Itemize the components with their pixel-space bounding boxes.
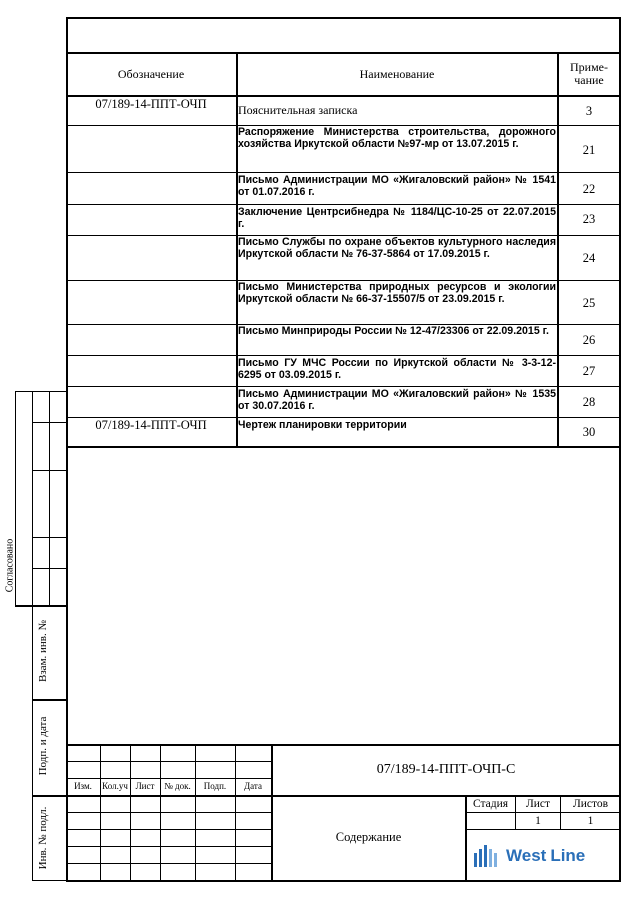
row-name: Письмо Министерства природных ресурсов и экологии Иркутской области № 66-37-15507/5 от 23.09.2015 г. xyxy=(238,281,556,305)
stamp-sheets-value: 1 xyxy=(587,814,594,827)
stamp-sheets-label: Листов xyxy=(572,797,609,810)
side-agreed-label: Согласовано xyxy=(4,538,16,593)
stamp-col-doc: № док. xyxy=(164,781,191,792)
row-code: 07/189-14-ППТ-ОЧП xyxy=(95,418,207,432)
stamp-sheet-label: Лист xyxy=(525,797,551,810)
westline-logo xyxy=(472,838,617,874)
row-note: 27 xyxy=(582,364,596,378)
row-name: Распоряжение Министерства строительства, дорожного хозяйства Иркутской области №97-мр от 13.07.2015 г. xyxy=(238,126,556,150)
logo-bars-icon xyxy=(472,841,502,871)
side-inv-orig-label: Инв. № подл. xyxy=(37,806,49,870)
stamp-col-sheet: Лист xyxy=(135,781,155,792)
stamp-col-count: Кол.уч xyxy=(102,781,128,792)
row-name: Заключение Центрсибнедра № 1184/ЦС-10-25 от 22.07.2015 г. xyxy=(238,206,556,230)
row-note: 26 xyxy=(582,333,596,347)
stamp-doc-code: 07/189-14-ППТ-ОЧП-С xyxy=(376,761,516,777)
header-note: Приме- чание xyxy=(569,60,608,87)
row-name: Письмо ГУ МЧС России по Иркутской области № 3-3-12-6295 от 03.09.2015 г. xyxy=(238,357,556,381)
row-note: 30 xyxy=(582,425,596,439)
side-inv-replace-label: Взам. инв. № xyxy=(37,620,49,682)
row-name: Письмо Администрации МО «Жигаловский район» № 1535 от 30.07.2016 г. xyxy=(238,388,556,412)
row-note: 21 xyxy=(582,143,596,157)
side-sign-date-label: Подп. и дата xyxy=(37,716,49,776)
row-note: 25 xyxy=(582,296,596,310)
stamp-title: Содержание xyxy=(335,830,402,845)
header-name: Наименование xyxy=(359,66,435,81)
row-code: 07/189-14-ППТ-ОЧП xyxy=(95,97,207,111)
logo-word-line: Line xyxy=(550,846,586,865)
row-note: 3 xyxy=(585,104,593,118)
row-note: 23 xyxy=(582,212,596,226)
header-designation: Обозначение xyxy=(117,66,185,81)
stamp-col-sign: Подп. xyxy=(203,781,227,792)
row-name: Чертеж планировки территории xyxy=(238,419,407,431)
row-note: 24 xyxy=(582,251,596,265)
logo-word-west: West xyxy=(506,846,547,865)
row-name: Письмо Службы по охране объектов культурного наследия Иркутской области № 76-37-5864 от 17.09.2015 г. xyxy=(238,236,556,260)
row-name: Пояснительная записка xyxy=(238,103,358,117)
stamp-col-date: Дата xyxy=(244,781,262,792)
row-name: Письмо Администрации МО «Жигаловский район» № 1541 от 01.07.2016 г. xyxy=(238,174,556,198)
row-name: Письмо Минприроды России № 12-47/23306 от 22.09.2015 г. xyxy=(238,325,549,337)
row-note: 28 xyxy=(582,395,596,409)
stamp-col-change: Изм. xyxy=(74,781,92,792)
stamp-sheet-value: 1 xyxy=(535,814,541,827)
row-note: 22 xyxy=(582,182,596,196)
stamp-stage-label: Стадия xyxy=(472,797,509,810)
